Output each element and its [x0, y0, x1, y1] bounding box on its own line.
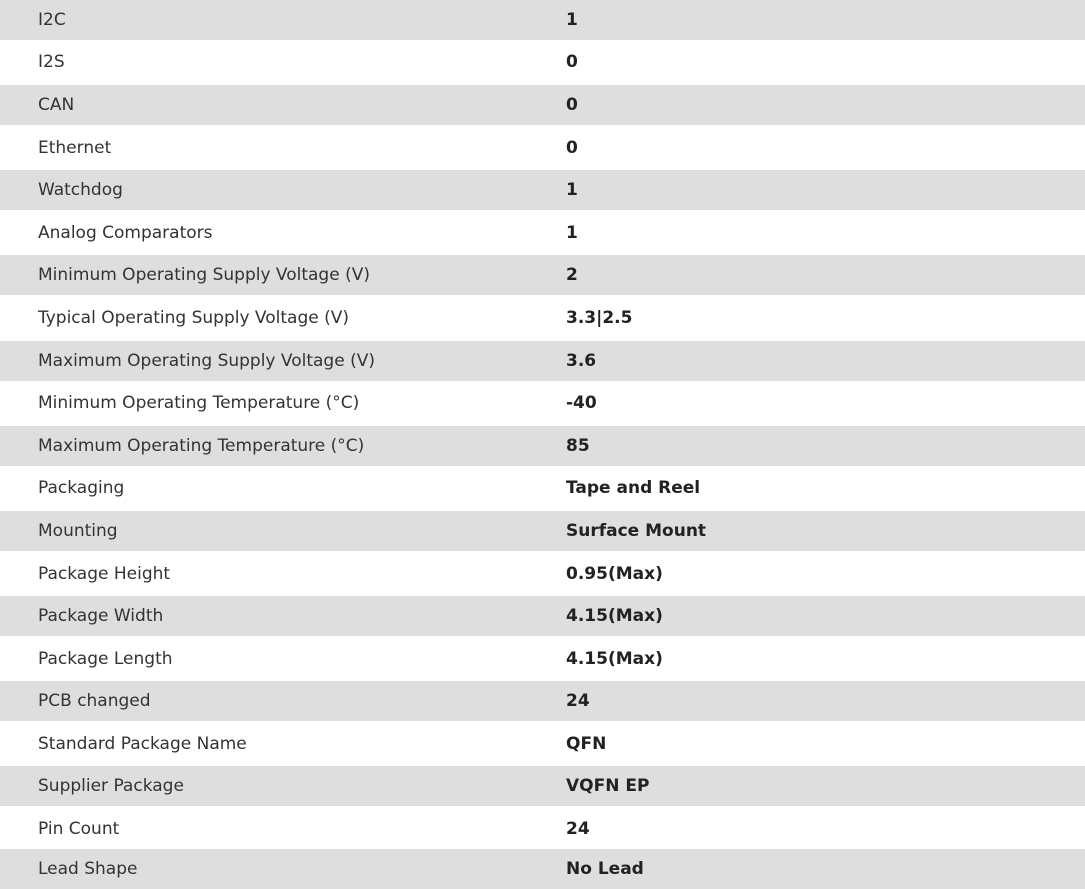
- spec-value: VQFN EP: [566, 776, 650, 796]
- spec-label: PCB changed: [38, 691, 151, 711]
- spec-value: 2: [566, 265, 578, 285]
- spec-label: Package Width: [38, 606, 164, 626]
- spec-row: [0, 0, 1085, 40]
- spec-row: [0, 468, 1085, 508]
- spec-label: Maximum Operating Temperature (°C): [38, 436, 365, 456]
- spec-value: 3.3|2.5: [566, 308, 633, 328]
- spec-value: Surface Mount: [566, 521, 707, 541]
- spec-label: Analog Comparators: [38, 223, 213, 243]
- spec-value: 1: [566, 10, 578, 30]
- spec-row: [0, 639, 1085, 679]
- spec-label: Package Height: [38, 564, 171, 584]
- spec-row: [0, 298, 1085, 338]
- spec-label: Packaging: [38, 478, 125, 498]
- spec-row: [0, 681, 1085, 721]
- spec-label: I2C: [38, 10, 66, 30]
- spec-value: 0: [566, 52, 578, 72]
- spec-row: [0, 383, 1085, 423]
- spec-row: [0, 255, 1085, 295]
- spec-value: 0: [566, 95, 578, 115]
- spec-value: 0.95(Max): [566, 564, 663, 584]
- spec-value: -40: [566, 393, 597, 413]
- spec-row: [0, 170, 1085, 210]
- spec-label: Supplier Package: [38, 776, 184, 796]
- spec-row: [0, 809, 1085, 849]
- spec-value: Tape and Reel: [566, 478, 701, 498]
- spec-label: Pin Count: [38, 819, 120, 839]
- spec-label: Watchdog: [38, 180, 123, 200]
- spec-row: [0, 426, 1085, 466]
- spec-value: 85: [566, 436, 590, 456]
- spec-row: [0, 724, 1085, 764]
- spec-label: Typical Operating Supply Voltage (V): [38, 308, 349, 328]
- spec-label: Maximum Operating Supply Voltage (V): [38, 351, 375, 371]
- spec-row: [0, 42, 1085, 82]
- spec-value: QFN: [566, 734, 607, 754]
- spec-value: 4.15(Max): [566, 649, 663, 669]
- spec-label: Mounting: [38, 521, 118, 541]
- spec-label: CAN: [38, 95, 75, 115]
- spec-value: 1: [566, 180, 578, 200]
- spec-row: [0, 596, 1085, 636]
- spec-value: No Lead: [566, 859, 644, 879]
- spec-label: Standard Package Name: [38, 734, 247, 754]
- spec-row: [0, 849, 1085, 889]
- spec-row: [0, 511, 1085, 551]
- spec-row: [0, 85, 1085, 125]
- spec-value: 4.15(Max): [566, 606, 663, 626]
- spec-value: 0: [566, 138, 578, 158]
- spec-label: I2S: [38, 52, 65, 72]
- spec-value: 24: [566, 819, 590, 839]
- spec-label: Package Length: [38, 649, 173, 669]
- spec-value: 3.6: [566, 351, 597, 371]
- spec-value: 24: [566, 691, 590, 711]
- spec-row: [0, 554, 1085, 594]
- spec-row: [0, 341, 1085, 381]
- spec-label: Minimum Operating Supply Voltage (V): [38, 265, 370, 285]
- spec-row: [0, 128, 1085, 168]
- spec-value: 1: [566, 223, 578, 243]
- spec-label: Ethernet: [38, 138, 112, 158]
- spec-row: [0, 213, 1085, 253]
- spec-label: Minimum Operating Temperature (°C): [38, 393, 360, 413]
- spec-label: Lead Shape: [38, 859, 138, 879]
- spec-row: [0, 766, 1085, 806]
